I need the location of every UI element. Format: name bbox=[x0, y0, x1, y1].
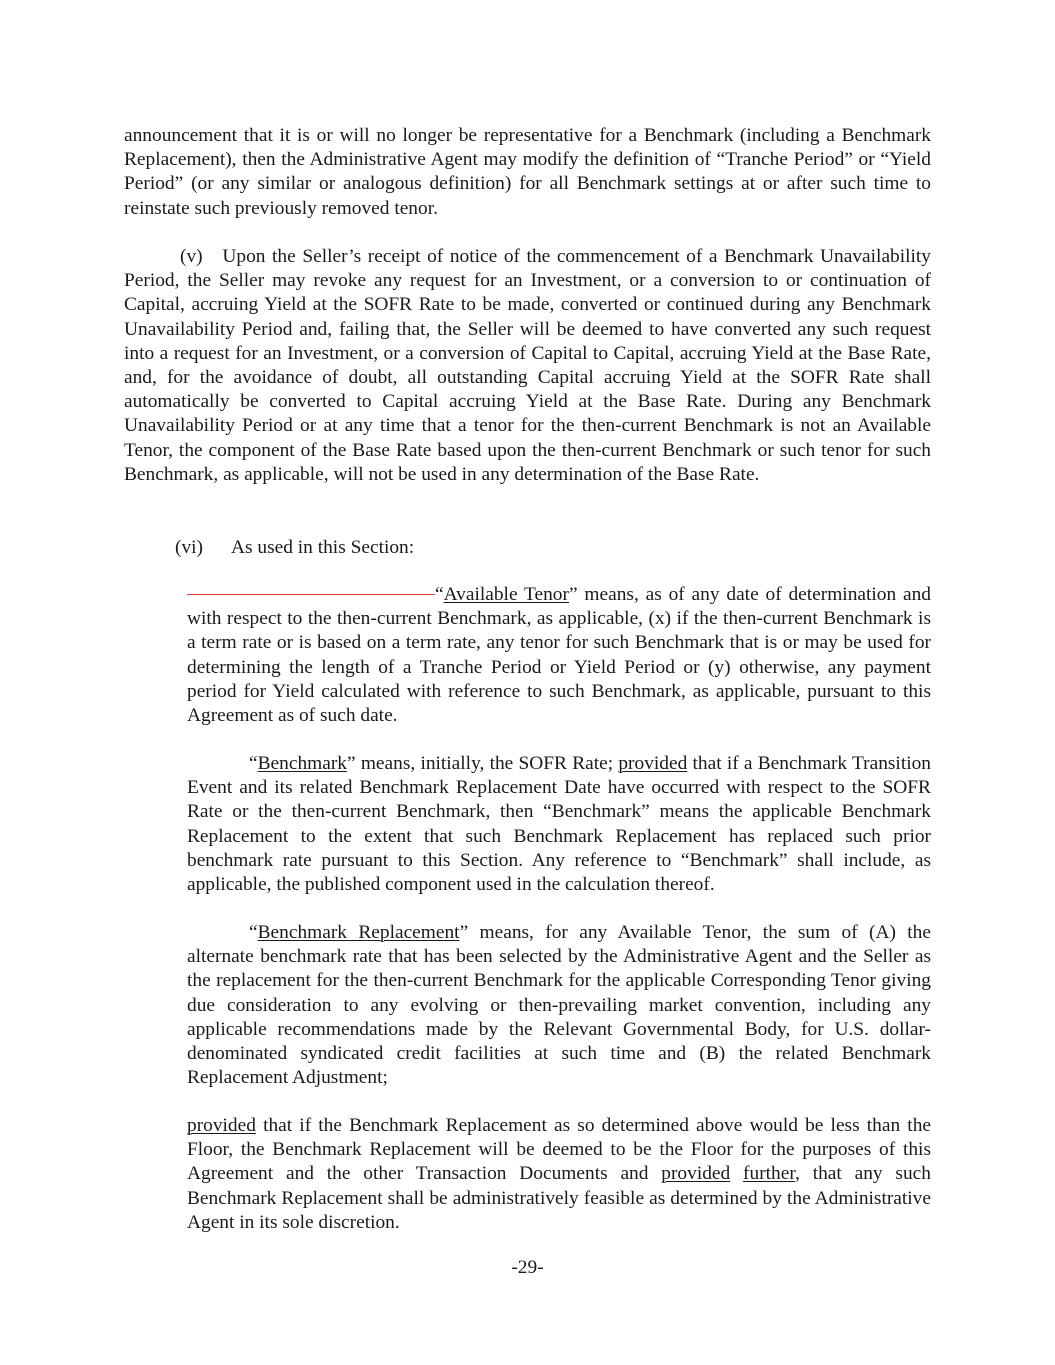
paragraph-vi-text: As used in this Section: bbox=[231, 537, 415, 558]
paragraph-vi-number: (vi) bbox=[175, 537, 203, 558]
definition-benchmark-replacement bbox=[187, 921, 931, 1090]
definition-benchmark-text-1: means, initially, the SOFR Rate; bbox=[355, 753, 619, 774]
open-quote: “ bbox=[249, 922, 258, 943]
definition-benchmark-text-2: that if a Benchmark Transition Event and its related Benchmark Replacement Date have occurred with respect to the SOFR Rate or the then-current Benchmark, then “Benchmark” means the applicable Benchmark Replacement to the extent that such Benchmark Replacement has replaced such prior benchmark rate pursuant to this Section. Any reference to “Benchmark” shall include, as applicable, the published component used in the calculation thereof. bbox=[187, 753, 931, 896]
provided-term: provided bbox=[187, 1115, 256, 1136]
proviso-text-2: , that any such Benchmark Replacement shall be administratively feasible as determined by the Administrative Agent in its sole discretion. bbox=[187, 1163, 931, 1233]
definition-benchmark bbox=[187, 752, 931, 897]
proviso-paragraph bbox=[187, 1114, 931, 1235]
defined-term-available-tenor: Available Tenor bbox=[443, 584, 569, 605]
open-quote: “ bbox=[249, 753, 258, 774]
close-quote: ” bbox=[347, 753, 356, 774]
definition-available-tenor-text: means, as of any date of determination and with respect to the then-current Benchmark, as applicable, (x) if the then-current Benchmark is a term rate or is based on a term rate, any tenor for such Benchmark that is or may be used for determining the length of a Tranche Period or Yield Period or (y) otherwise, any payment period for Yield calculated with reference to such Benchmark, as applicable, pursuant to this Agreement as of such date. bbox=[187, 584, 931, 727]
defined-term-benchmark-replacement: Benchmark Replacement bbox=[257, 922, 460, 943]
provided-term: provided bbox=[618, 753, 688, 774]
proviso-text-1: that if the Benchmark Replacement as so determined above would be less than the Floor, the Benchmark Replacement will be deemed to be the Floor for the purposes of this Agreement and the other Transaction Documents and bbox=[187, 1115, 931, 1185]
defined-term-benchmark: Benchmark bbox=[257, 753, 347, 774]
open-quote: “ bbox=[435, 584, 444, 605]
close-quote: ” bbox=[459, 922, 469, 943]
paragraph-continuation: announcement that it is or will no longer be representative for a Benchmark (including a Benchmark Replacement), then the Administrative Agent may modify the definition of “Tranche Period” or “Yield Period” (or any similar or analogous definition) for all Benchmark settings at or after such time to reinstate such previously removed tenor. bbox=[124, 125, 931, 219]
definition-available-tenor bbox=[187, 583, 931, 728]
redline-deletion-mark bbox=[187, 594, 435, 595]
definition-benchmark-replacement-text: means, for any Available Tenor, the sum of (A) the alternate benchmark rate that has been selected by the Administrative Agent and the Seller as the replacement for the then-current Benchmark for the applicable Corresponding Tenor giving due consideration to any evolving or then-prevailing market convention, including any applicable recommendations made by the Relevant Governmental Body, for U.S. dollar-denominated syndicated credit facilities at such time and (B) the related Benchmark Replacement Adjustment; bbox=[187, 922, 931, 1089]
close-quote: ” bbox=[568, 584, 578, 605]
paragraph-v: (v) Upon the Seller’s receipt of notice of the commencement of a Benchmark Unavailability Period, the Seller may revoke any request for an Investment, or a conversion to or continuation of Capital, accruing Yield at the SOFR Rate to be made, converted or continued during any Benchmark Unavailability Period and, failing that, the Seller will be deemed to have converted any such request into a request for an Investment, or a conversion of Capital to Capital, accruing Yield at the Base Rate, and, for the avoidance of doubt, all outstanding Capital accruing Yield at the SOFR Rate shall automatically be converted to Capital accruing Yield at the Base Rate. During any Benchmark Unavailability Period or at any time that a tenor for the then-current Benchmark is not an Available Tenor, the component of the Base Rate based upon the then-current Benchmark or such tenor for such Benchmark, as applicable, will not be used in any determination of the Base Rate. bbox=[124, 246, 931, 485]
proviso-space bbox=[730, 1163, 743, 1184]
provided-term-2: provided bbox=[661, 1163, 731, 1185]
further-term: further bbox=[743, 1163, 796, 1185]
page-number: -29- bbox=[511, 1257, 544, 1278]
paragraph-vi bbox=[175, 536, 414, 560]
